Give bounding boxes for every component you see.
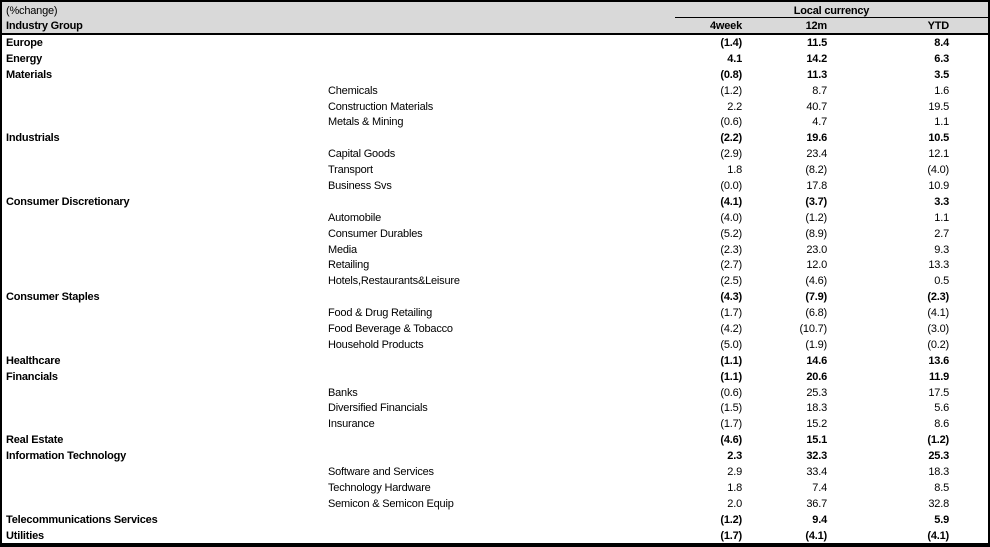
table-row — [2, 289, 988, 305]
industry-group-cell: Consumer Discretionary — [6, 195, 130, 208]
value-ytd: 8.6 — [934, 418, 949, 431]
table-row — [2, 385, 988, 401]
table-row — [2, 99, 988, 115]
industry-group-cell: Healthcare — [6, 354, 61, 367]
table-header — [2, 2, 988, 35]
industry-group-cell: Energy — [6, 52, 43, 65]
table-row — [2, 162, 988, 178]
value-12m: 15.2 — [806, 418, 827, 431]
table-row — [2, 210, 988, 226]
table-row — [2, 226, 988, 242]
value-4week: 1.8 — [727, 164, 742, 177]
value-ytd: 8.4 — [934, 36, 949, 49]
value-4week: (5.2) — [720, 227, 742, 240]
value-4week: (1.7) — [720, 529, 742, 542]
value-12m: 14.6 — [806, 354, 827, 367]
table-row — [2, 480, 988, 496]
value-4week: (2.5) — [720, 275, 742, 288]
sub-industry-cell: Business Svs — [328, 179, 392, 192]
sub-industry-cell: Retailing — [328, 259, 370, 272]
value-ytd: 11.9 — [928, 370, 949, 383]
table-row — [2, 114, 988, 130]
industry-group-cell: Industrials — [6, 132, 60, 145]
value-12m: (8.9) — [805, 227, 827, 240]
value-12m: 4.7 — [812, 116, 827, 129]
industry-group-cell: Real Estate — [6, 434, 64, 447]
value-12m: (7.9) — [805, 291, 827, 304]
table-row — [2, 369, 988, 385]
value-ytd: 9.3 — [934, 243, 949, 256]
value-ytd: 10.9 — [928, 179, 949, 192]
table-row — [2, 35, 988, 51]
sub-industry-cell: Transport — [328, 164, 373, 177]
industry-group-cell: Consumer Staples — [6, 291, 100, 304]
value-12m: 12.0 — [806, 259, 827, 272]
table-row — [2, 400, 988, 416]
value-4week: (1.4) — [720, 36, 742, 49]
table-row — [2, 432, 988, 448]
value-4week: (4.6) — [720, 434, 742, 447]
column-header-4week: 4week — [709, 19, 742, 32]
value-4week: (0.0) — [720, 179, 742, 192]
sub-industry-cell: Software and Services — [328, 465, 434, 478]
value-4week: 1.8 — [727, 481, 742, 494]
value-12m: 9.4 — [812, 513, 827, 526]
sub-industry-cell: Food Beverage & Tobacco — [328, 322, 453, 335]
value-4week: (2.7) — [720, 259, 742, 272]
value-ytd: 12.1 — [928, 148, 949, 161]
value-ytd: 10.5 — [928, 132, 949, 145]
table-row — [2, 273, 988, 289]
value-12m: 20.6 — [806, 370, 827, 383]
table-row — [2, 257, 988, 273]
value-ytd: 3.3 — [934, 195, 949, 208]
value-ytd: 5.9 — [934, 513, 949, 526]
value-12m: (1.9) — [805, 338, 827, 351]
value-ytd: 5.6 — [934, 402, 949, 415]
value-12m: 32.3 — [806, 450, 827, 463]
value-12m: 19.6 — [806, 132, 827, 145]
value-ytd: 1.1 — [934, 211, 949, 224]
table-row — [2, 178, 988, 194]
value-ytd: 25.3 — [928, 450, 949, 463]
value-4week: 2.9 — [727, 465, 742, 478]
value-4week: (1.5) — [720, 402, 742, 415]
table-row — [2, 146, 988, 162]
table-row — [2, 83, 988, 99]
value-12m: (1.2) — [805, 211, 827, 224]
sub-industry-cell: Construction Materials — [328, 100, 434, 113]
industry-group-cell: Utilities — [6, 529, 44, 542]
value-4week: (1.2) — [720, 513, 742, 526]
column-header-ytd: YTD — [927, 19, 949, 32]
sub-industry-cell: Media — [328, 243, 357, 256]
table-row — [2, 448, 988, 464]
table-row — [2, 353, 988, 369]
value-12m: (8.2) — [805, 164, 827, 177]
value-ytd: 8.5 — [934, 481, 949, 494]
table-row — [2, 305, 988, 321]
value-4week: (4.3) — [720, 291, 742, 304]
value-4week: (1.7) — [720, 307, 742, 320]
table-row — [2, 242, 988, 258]
value-4week: (5.0) — [720, 338, 742, 351]
value-ytd: 3.5 — [934, 68, 949, 81]
value-ytd: (4.0) — [927, 164, 949, 177]
value-ytd: 32.8 — [928, 497, 949, 510]
table-row — [2, 416, 988, 432]
value-12m: 23.4 — [806, 148, 827, 161]
value-ytd: (3.0) — [927, 322, 949, 335]
value-ytd: 1.6 — [934, 84, 949, 97]
value-4week: 2.2 — [727, 100, 742, 113]
value-ytd: 18.3 — [928, 465, 949, 478]
value-4week: (1.7) — [720, 418, 742, 431]
industry-group-header: Industry Group — [6, 19, 83, 32]
value-4week: (1.1) — [720, 354, 742, 367]
sub-industry-cell: Diversified Financials — [328, 402, 428, 415]
sub-industry-cell: Insurance — [328, 418, 375, 431]
table-row — [2, 67, 988, 83]
pct-change-label: (%change) — [6, 5, 58, 17]
column-header-12m: 12m — [805, 19, 827, 32]
value-ytd: 2.7 — [934, 227, 949, 240]
sub-industry-cell: Chemicals — [328, 84, 378, 97]
table-row — [2, 337, 988, 353]
value-ytd: 13.3 — [928, 259, 949, 272]
value-ytd: (2.3) — [927, 291, 949, 304]
sub-industry-cell: Technology Hardware — [328, 481, 431, 494]
table-row — [2, 496, 988, 512]
value-12m: 18.3 — [806, 402, 827, 415]
value-ytd: (1.2) — [927, 434, 949, 447]
value-ytd: (4.1) — [927, 529, 949, 542]
industry-group-cell: Financials — [6, 370, 58, 383]
value-ytd: 17.5 — [928, 386, 949, 399]
value-12m: 25.3 — [806, 386, 827, 399]
value-12m: 33.4 — [806, 465, 827, 478]
value-12m: 17.8 — [806, 179, 827, 192]
value-ytd: 1.1 — [934, 116, 949, 129]
value-4week: (4.1) — [720, 195, 742, 208]
sub-industry-cell: Food & Drug Retailing — [328, 307, 433, 320]
value-12m: 36.7 — [806, 497, 827, 510]
value-4week: (4.2) — [720, 322, 742, 335]
value-4week: (1.2) — [720, 84, 742, 97]
value-12m: 11.5 — [806, 36, 827, 49]
value-ytd: 13.6 — [928, 354, 949, 367]
value-ytd: 0.5 — [934, 275, 949, 288]
sub-industry-cell: Semicon & Semicon Equip — [328, 497, 454, 510]
value-4week: (0.6) — [720, 386, 742, 399]
table-row — [2, 321, 988, 337]
industry-group-cell: Information Technology — [6, 450, 127, 463]
value-4week: 4.1 — [727, 52, 742, 65]
value-4week: (0.6) — [720, 116, 742, 129]
sub-industry-cell: Consumer Durables — [328, 227, 423, 240]
value-12m: 15.1 — [806, 434, 827, 447]
value-ytd: 19.5 — [928, 100, 949, 113]
value-12m: 8.7 — [812, 84, 827, 97]
value-4week: (2.2) — [720, 132, 742, 145]
value-4week: (2.9) — [720, 148, 742, 161]
value-12m: 11.3 — [806, 68, 827, 81]
header-row-columns — [2, 18, 988, 33]
value-12m: 7.4 — [812, 481, 827, 494]
value-4week: (0.8) — [720, 68, 742, 81]
value-4week: (2.3) — [720, 243, 742, 256]
value-12m: 40.7 — [806, 100, 827, 113]
sub-industry-cell: Household Products — [328, 338, 424, 351]
value-12m: 14.2 — [806, 52, 827, 65]
value-ytd: (0.2) — [927, 338, 949, 351]
header-row-currency — [2, 2, 988, 18]
value-4week: (4.0) — [720, 211, 742, 224]
industry-group-cell: Europe — [6, 36, 43, 49]
value-ytd: 6.3 — [934, 52, 949, 65]
sub-industry-cell: Automobile — [328, 211, 382, 224]
table-row — [2, 464, 988, 480]
table-row — [2, 528, 988, 544]
table-body — [2, 35, 988, 544]
table-row — [2, 194, 988, 210]
sub-industry-cell: Hotels,Restaurants&Leisure — [328, 275, 460, 288]
value-12m: (3.7) — [805, 195, 827, 208]
value-12m: (4.6) — [805, 275, 827, 288]
value-ytd: (4.1) — [927, 307, 949, 320]
table-row — [2, 130, 988, 146]
value-12m: (10.7) — [799, 322, 827, 335]
industry-group-cell: Telecommunications Services — [6, 513, 158, 526]
value-4week: (1.1) — [720, 370, 742, 383]
industry-group-cell: Materials — [6, 68, 52, 81]
sub-industry-cell: Banks — [328, 386, 358, 399]
value-12m: 23.0 — [806, 243, 827, 256]
local-currency-header: Local currency — [675, 2, 988, 18]
value-4week: 2.0 — [727, 497, 742, 510]
table-row — [2, 512, 988, 528]
value-12m: (4.1) — [805, 529, 827, 542]
table-row — [2, 51, 988, 67]
value-4week: 2.3 — [727, 450, 742, 463]
sub-industry-cell: Capital Goods — [328, 148, 396, 161]
sub-industry-cell: Metals & Mining — [328, 116, 404, 129]
value-12m: (6.8) — [805, 307, 827, 320]
